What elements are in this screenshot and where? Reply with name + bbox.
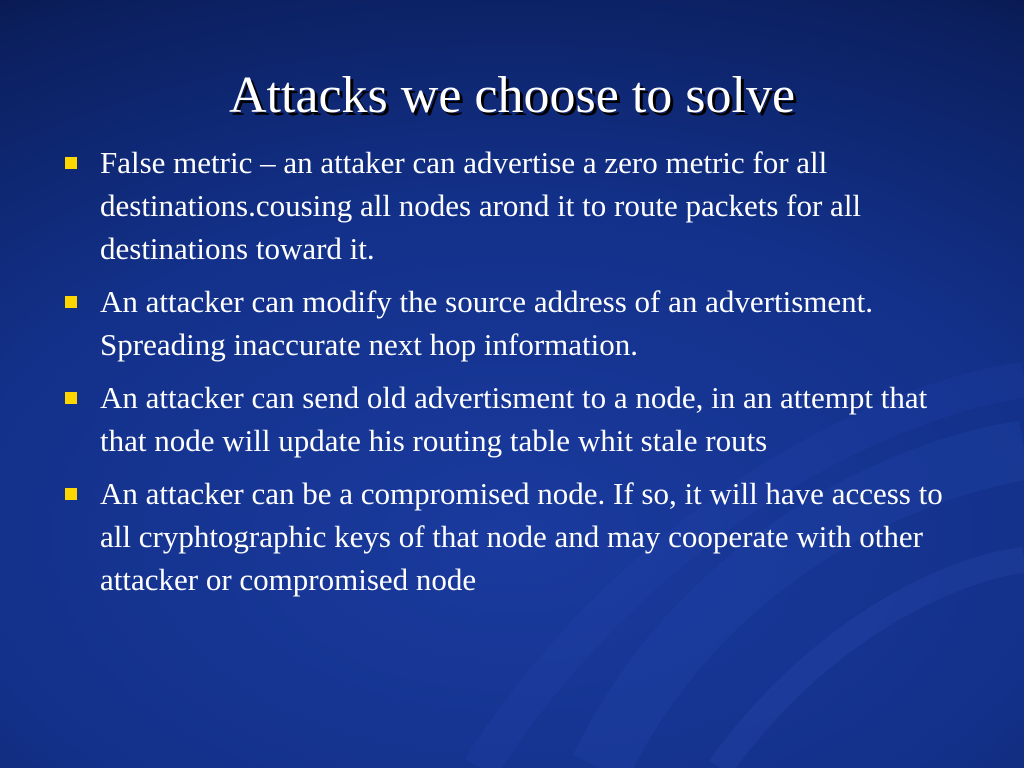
bullet-text: An attacker can send old advertisment to a node, in an attempt that that node will update his routing table whit stale routs [100,380,928,458]
bullet-text: False metric – an attaker can advertise a zero metric for all destinations.cousing all nodes arond it to route packets for all destinations toward it. [100,145,862,266]
bullet-item [62,280,972,366]
square-bullet-icon [65,392,77,404]
square-bullet-icon [65,296,77,308]
square-bullet-icon [65,488,77,500]
square-bullet-icon [65,157,77,169]
bullet-list [62,141,972,611]
bullet-item [62,141,972,270]
bullet-item [62,472,972,601]
bullet-item [62,376,972,462]
slide-title: Attacks we choose to solve [228,67,796,124]
bullet-text: An attacker can be a compromised node. If so, it will have access to all cryphtographic keys of that node and may cooperate with other attacker or compromised node [100,476,943,597]
bullet-text: An attacker can modify the source address of an advertisment. Spreading inaccurate next hop information. [100,284,873,362]
